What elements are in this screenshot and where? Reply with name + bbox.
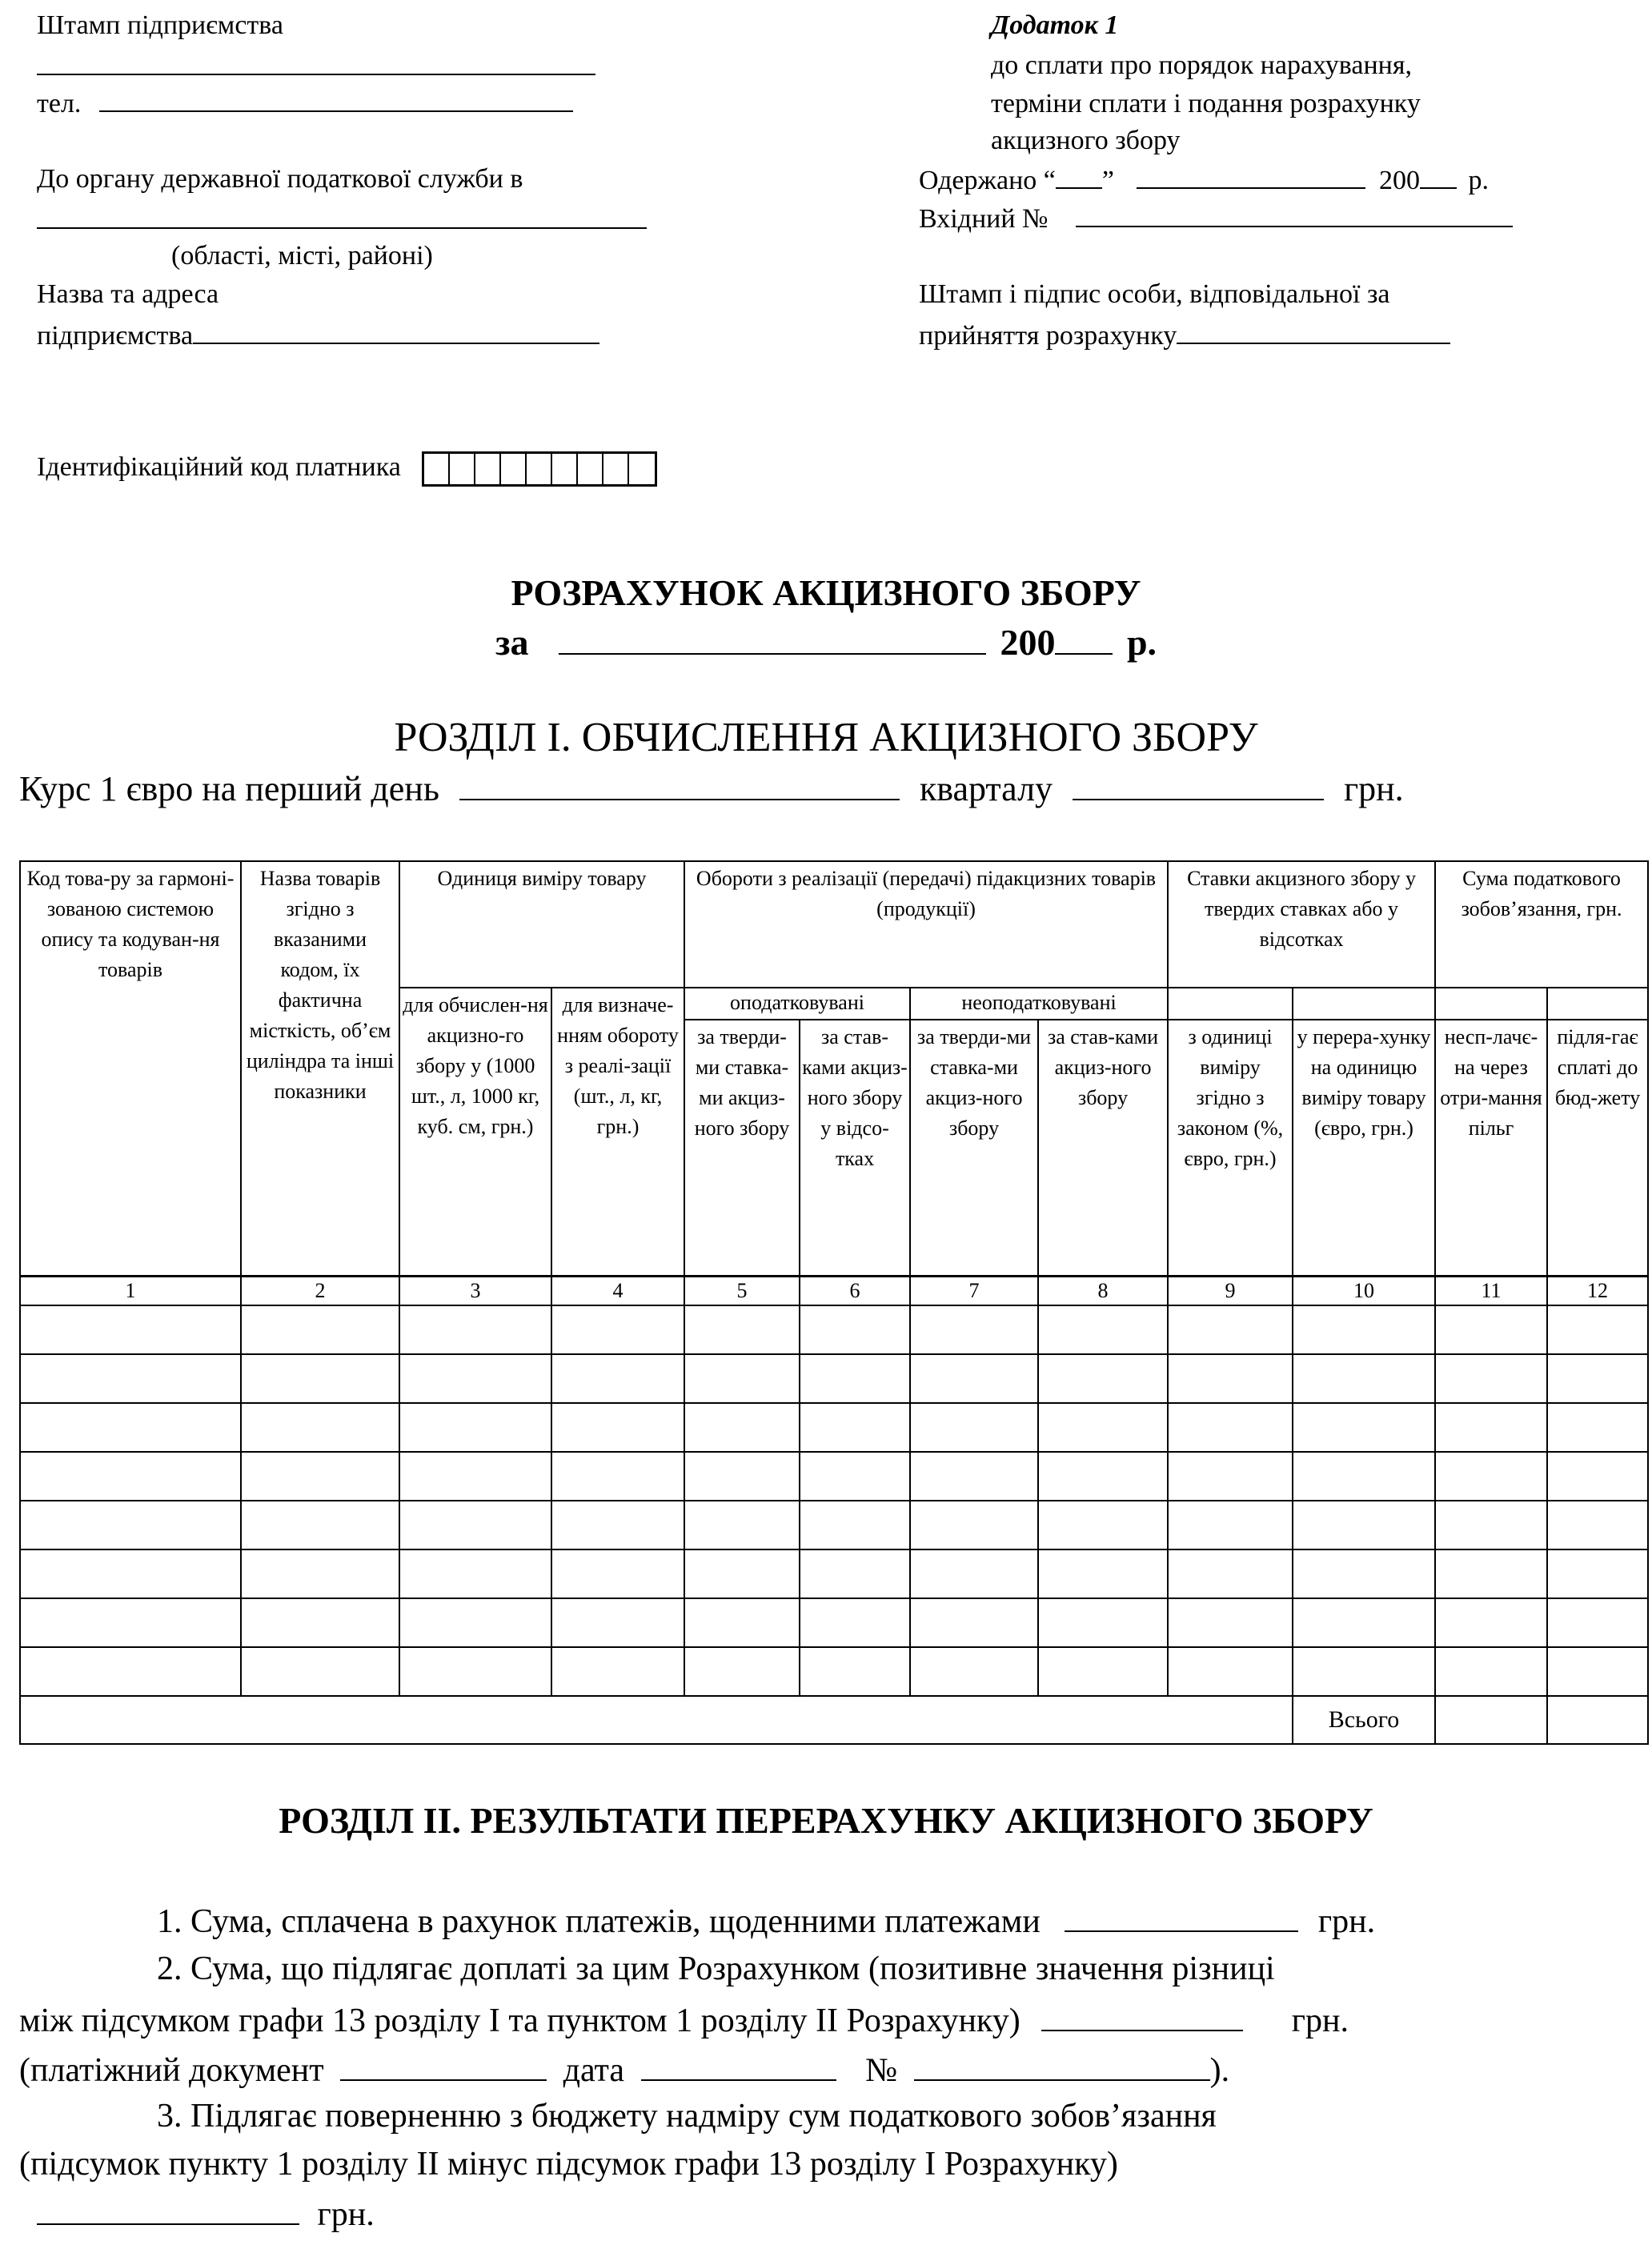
period-label: за <box>495 622 529 663</box>
rate-suffix: грн. <box>1344 769 1404 808</box>
payment-date-label: дата <box>563 2052 625 2089</box>
payment-doc-row <box>19 2043 1229 2096</box>
col-8-header: за став-ками акциз-ного збору <box>1038 1020 1168 1276</box>
col-number: 7 <box>910 1276 1038 1305</box>
col-10-header: у перера-хунку на одиницю виміру товару (євро, грн.) <box>1293 1020 1435 1276</box>
period-year-field[interactable] <box>1055 621 1113 655</box>
item-2-unit: грн. <box>1291 2002 1349 2039</box>
table-row[interactable] <box>20 1354 1648 1403</box>
period-suffix: р. <box>1126 622 1157 663</box>
enterprise-row <box>37 315 599 355</box>
col-11-header: несп-лачє-на через отри-мання пільг <box>1435 1020 1547 1276</box>
item-2-field[interactable] <box>1041 1993 1243 2031</box>
col-2-header: Назва товарів згідно з вказаними кодом, їх фактична місткість, об’єм циліндра та інші показники <box>241 861 399 1276</box>
total-label: Всього <box>1293 1696 1435 1744</box>
appendix-line-3: акцизного збору <box>991 126 1181 155</box>
col-number: 12 <box>1547 1276 1648 1305</box>
item-3-line-1: 3. Підлягає поверненню з бюджету надміру сум податкового зобов’язання <box>157 2098 1217 2135</box>
appendix-line-2: терміни сплати і подання розрахунку <box>991 89 1421 118</box>
stamp-label: Штамп підприємства <box>37 10 283 40</box>
section-2-title: РОЗДІЛ ІІ. РЕЗУЛЬТАТИ ПЕРЕРАХУНКУ АКЦИЗНОГО ЗБОРУ <box>279 1800 1373 1841</box>
signature-field[interactable] <box>1177 315 1450 344</box>
tax-service-label: До органу державної податкової служби в <box>37 164 523 194</box>
payment-doc-label: (платіжний документ <box>19 2052 324 2089</box>
received-suffix: р. <box>1468 166 1489 195</box>
item-1-text: 1. Сума, сплачена в рахунок платежів, щоденними платежами <box>157 1903 1041 1940</box>
phone-label: тел. <box>37 89 82 118</box>
col-5-header: за тверди-ми ставка-ми акциз-ного збору <box>684 1020 800 1276</box>
item-3-unit: грн. <box>317 2196 375 2233</box>
received-month-field[interactable] <box>1137 160 1365 189</box>
received-year: 200 <box>1378 166 1420 195</box>
col-7-header: за тверди-ми ставка-ми акциз-ного збору <box>910 1020 1038 1276</box>
col-12-header: підля-гає сплаті до бюд-жету <box>1547 1020 1648 1276</box>
item-1-row <box>157 1894 1375 1947</box>
untaxed-header: неоподатковувані <box>910 988 1168 1020</box>
table-row[interactable] <box>20 1305 1648 1354</box>
period-row <box>0 621 1652 663</box>
col-number: 6 <box>800 1276 910 1305</box>
phone-field[interactable] <box>99 83 573 112</box>
period-year: 200 <box>1000 622 1056 663</box>
col-1-header: Код това-ру за гармоні-зованою системою опису та кодуван-ня товарів <box>20 861 241 1276</box>
signature-label: прийняття розрахунку <box>919 321 1177 351</box>
col-3-header: для обчислен-ня акцизно-го збору у (1000 шт., л, 1000 кг, куб. см, грн.) <box>399 988 551 1276</box>
received-prefix: Одержано “ <box>919 166 1056 195</box>
table-row[interactable] <box>20 1598 1648 1647</box>
col-number: 5 <box>684 1276 800 1305</box>
item-1-unit: грн. <box>1317 1903 1376 1940</box>
signature-line-1: Штамп і підпис особи, відповідальної за <box>919 279 1390 309</box>
col-6-header: за став-ками акциз-ного збору у відсо-тках <box>800 1020 910 1276</box>
sum-subheader-blank-1 <box>1435 988 1547 1020</box>
col-number: 11 <box>1435 1276 1547 1305</box>
item-2-line-1: 2. Сума, що підлягає доплаті за цим Розрахунком (позитивне значення різниці <box>157 1950 1275 1987</box>
rates-group-header: Ставки акцизного збору у твердих ставках або у відсотках <box>1168 861 1435 988</box>
incoming-row <box>919 198 1513 239</box>
tax-service-line[interactable] <box>37 227 647 229</box>
payment-doc-close: ). <box>1209 2052 1230 2089</box>
item-2-row <box>19 1993 1349 2047</box>
period-field[interactable] <box>559 621 986 655</box>
total-row <box>20 1696 1648 1744</box>
col-number: 9 <box>1168 1276 1293 1305</box>
id-code-row <box>37 448 657 487</box>
section-1-title: РОЗДІЛ І. ОБЧИСЛЕННЯ АКЦИЗНОГО ЗБОРУ <box>394 715 1258 760</box>
incoming-field[interactable] <box>1076 198 1513 227</box>
payment-number-field[interactable] <box>914 2043 1210 2081</box>
item-3-line-2: (підсумок пункту 1 розділу ІІ мінус підсумок графи 13 розділу І Розрахунку) <box>19 2146 1118 2183</box>
table-row[interactable] <box>20 1452 1648 1501</box>
col-number: 4 <box>551 1276 684 1305</box>
col-number: 1 <box>20 1276 241 1305</box>
stamp-line[interactable] <box>37 74 595 75</box>
item-1-field[interactable] <box>1065 1894 1298 1932</box>
sum-group-header: Сума податкового зобов’язання, грн. <box>1435 861 1648 988</box>
rate-mid: кварталу <box>919 769 1053 808</box>
payment-doc-field[interactable] <box>340 2043 547 2081</box>
payment-number-label: № <box>865 2052 898 2089</box>
appendix-line-1: до сплати про порядок нарахування, <box>991 50 1412 80</box>
column-numbers-row <box>20 1276 1648 1305</box>
col-4-header: для визначе-нням обороту з реалі-зації (шт., л, кг, грн.) <box>551 988 684 1276</box>
rate-value-field[interactable] <box>1073 765 1324 800</box>
rate-prefix: Курс 1 євро на перший день <box>19 769 439 808</box>
excise-table <box>19 860 1649 1745</box>
col-number: 10 <box>1293 1276 1435 1305</box>
table-row[interactable] <box>20 1549 1648 1598</box>
enterprise-field[interactable] <box>193 315 599 344</box>
enterprise-label: підприємства <box>37 321 194 351</box>
rate-day-field[interactable] <box>459 765 900 800</box>
signature-row <box>919 315 1450 355</box>
received-row <box>919 160 1489 200</box>
col-9-header: з одиниці виміру згідно з законом (%, євро, грн.) <box>1168 1020 1293 1276</box>
total-blank <box>20 1696 1293 1744</box>
incoming-label: Вхідний № <box>919 204 1049 234</box>
turnover-group-header: Обороти з реалізації (передачі) підакцизних товарів (продукції) <box>684 861 1168 988</box>
col-number: 8 <box>1038 1276 1168 1305</box>
taxed-header: оподатковувані <box>684 988 910 1020</box>
item-3-field[interactable] <box>37 2187 299 2225</box>
phone-row <box>37 83 573 123</box>
rates-subheader-blank-1 <box>1168 988 1293 1020</box>
col-number: 2 <box>241 1276 399 1305</box>
table-row[interactable] <box>20 1501 1648 1549</box>
item-3-row <box>37 2187 375 2240</box>
received-year-field[interactable] <box>1420 160 1457 189</box>
total-col-12[interactable] <box>1547 1696 1648 1744</box>
name-address-label: Назва та адреса <box>37 279 219 309</box>
received-day-field[interactable] <box>1056 160 1102 189</box>
id-code-boxes[interactable] <box>422 451 657 487</box>
document-title: РОЗРАХУНОК АКЦИЗНОГО ЗБОРУ <box>511 572 1141 613</box>
sum-subheader-blank-2 <box>1547 988 1648 1020</box>
rates-subheader-blank-2 <box>1293 988 1435 1020</box>
col-number: 3 <box>399 1276 551 1305</box>
payment-date-field[interactable] <box>641 2043 836 2081</box>
id-code-label: Ідентифікаційний код платника <box>37 452 401 482</box>
rate-row <box>19 765 1404 813</box>
total-col-11[interactable] <box>1435 1696 1547 1744</box>
region-hint: (області, місті, районі) <box>171 241 433 271</box>
table-row[interactable] <box>20 1647 1648 1696</box>
appendix-title: Додаток 1 <box>991 10 1119 40</box>
unit-group-header: Одиниця виміру товару <box>399 861 684 988</box>
received-mid: ” <box>1101 166 1114 195</box>
table-row[interactable] <box>20 1403 1648 1452</box>
item-2-line-2: між підсумком графи 13 розділу І та пунктом 1 розділу ІІ Розрахунку) <box>19 2002 1020 2039</box>
